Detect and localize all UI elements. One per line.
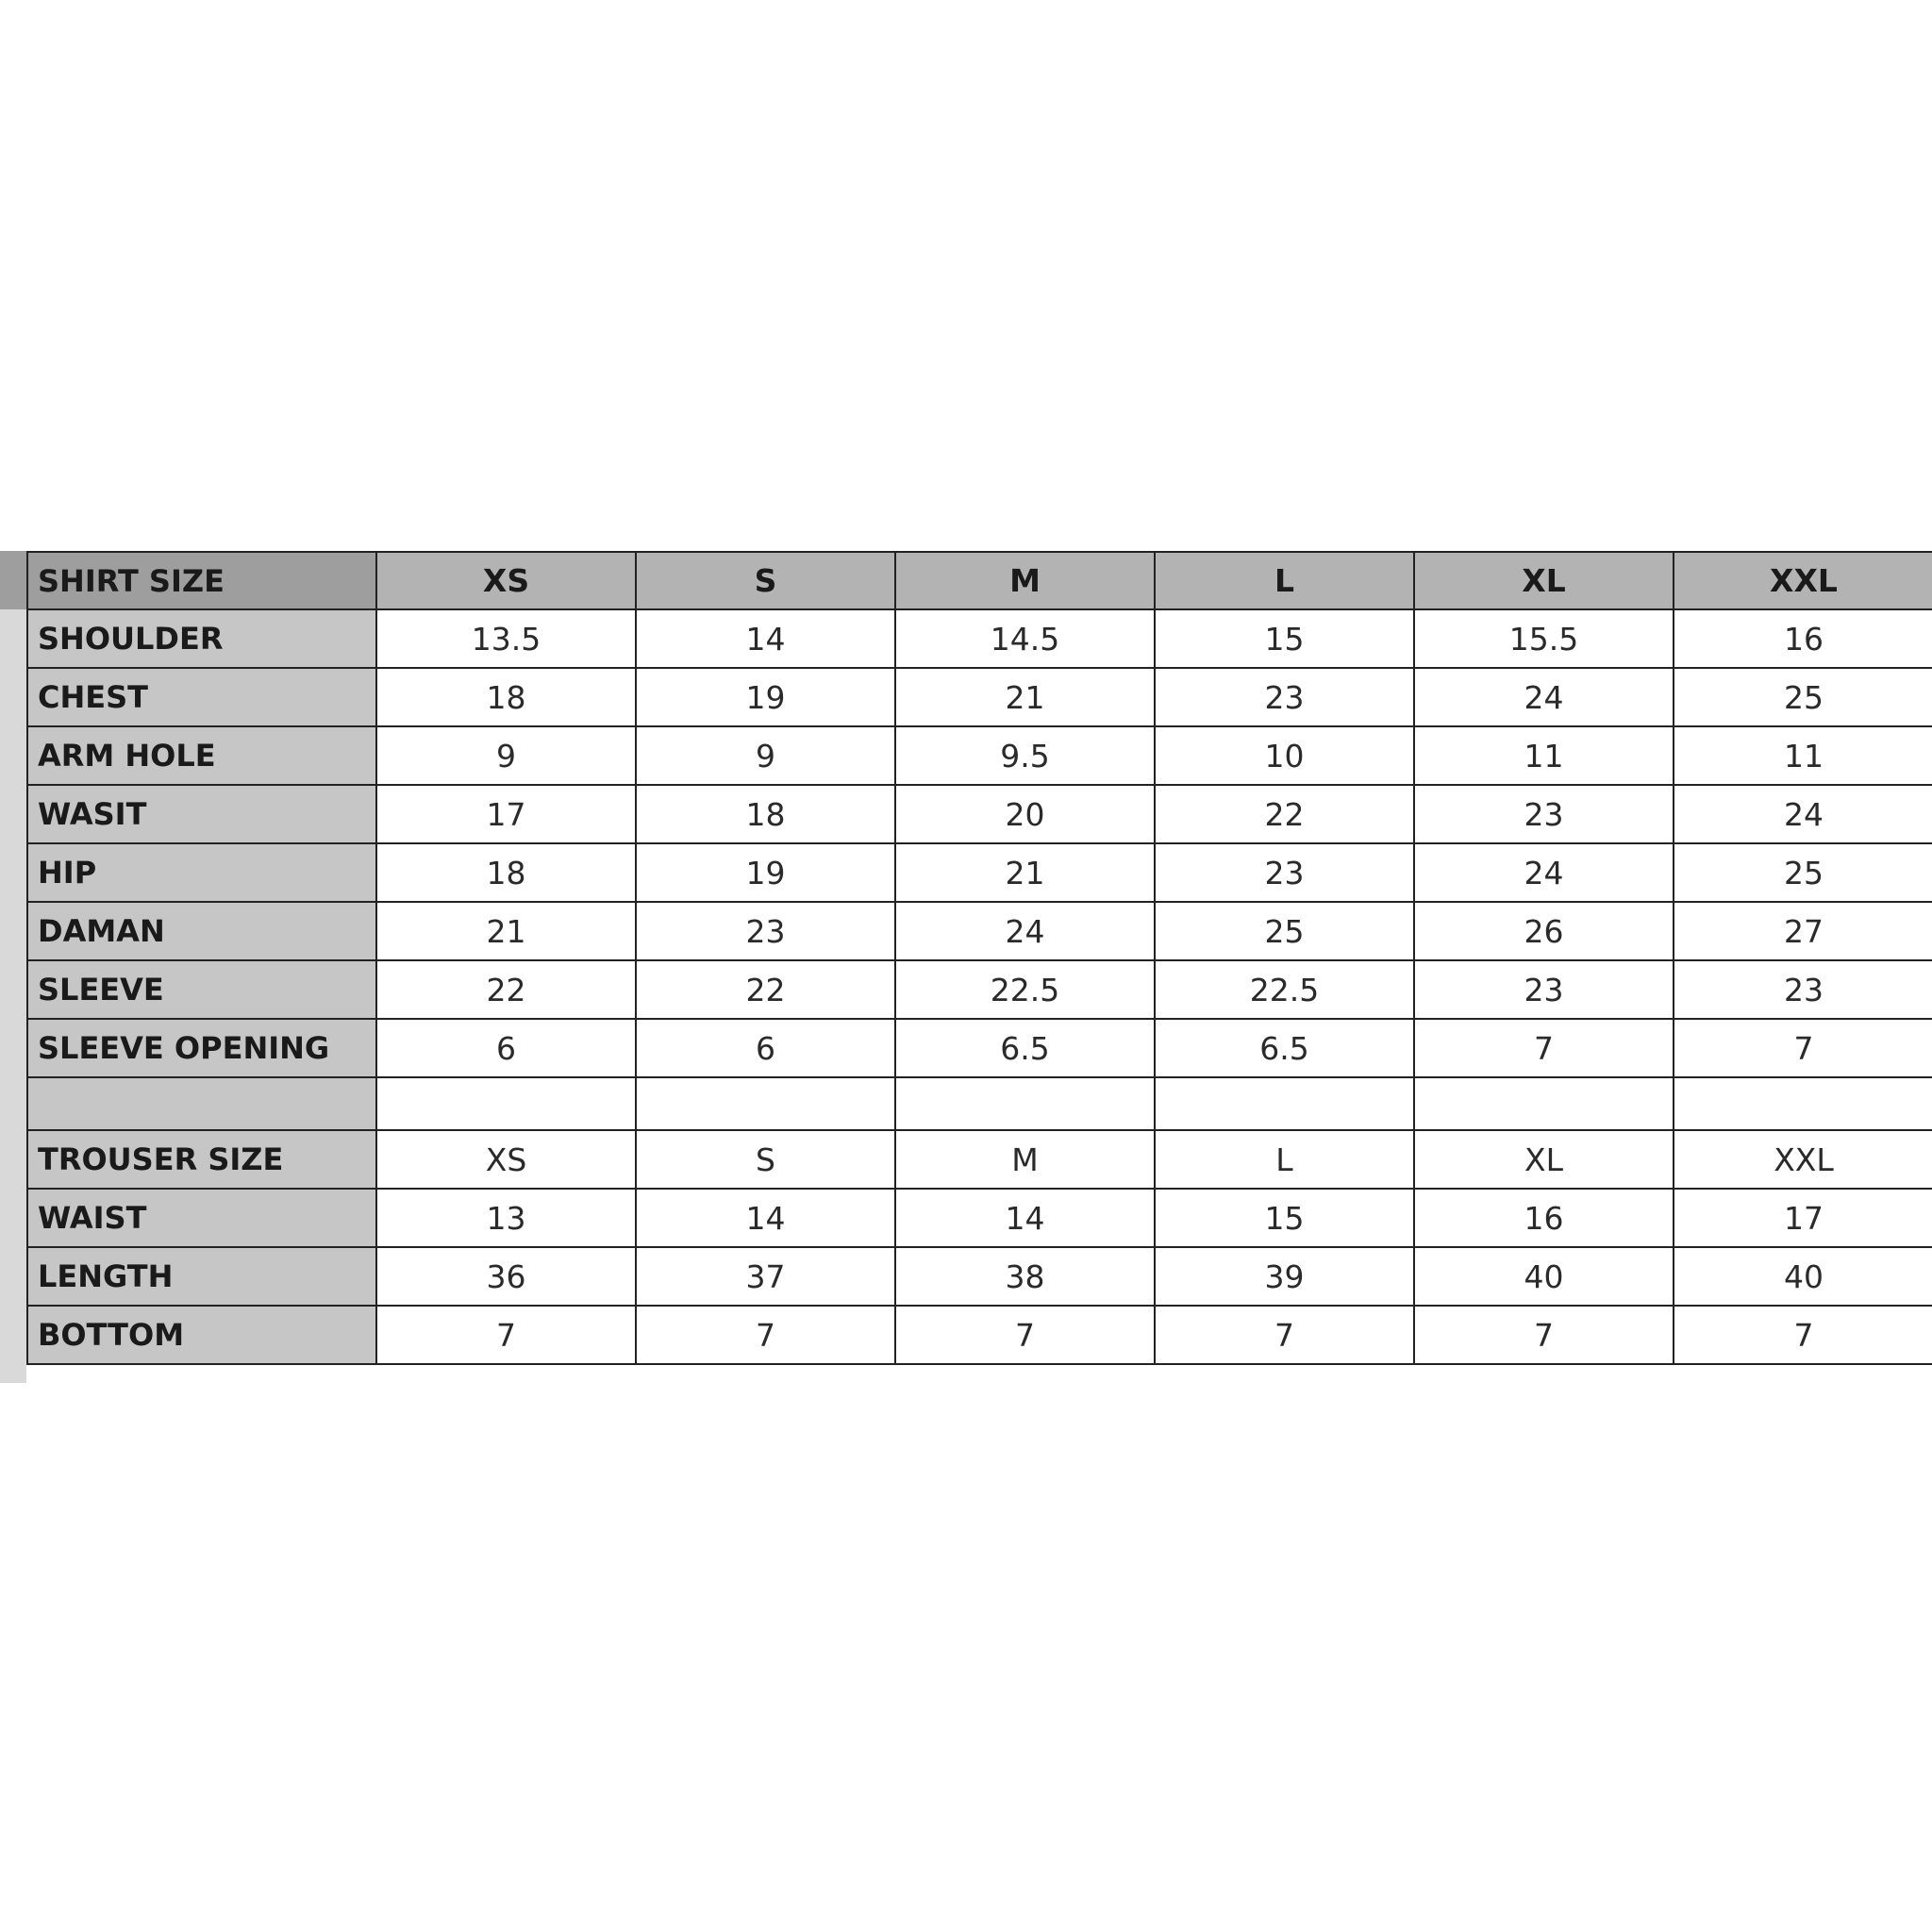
trouser-size-s[interactable]: S <box>636 1130 895 1189</box>
trouser-size-label[interactable]: TROUSER SIZE <box>27 1130 376 1189</box>
table-row-shoulder <box>27 609 1932 668</box>
cell[interactable]: 6 <box>636 1019 895 1077</box>
row-label-daman[interactable]: DAMAN <box>27 902 376 960</box>
cell[interactable]: 16 <box>1414 1189 1674 1247</box>
cell[interactable]: 21 <box>895 668 1155 726</box>
cell[interactable]: 25 <box>1155 902 1414 960</box>
table-row-length <box>27 1247 1932 1306</box>
cell[interactable]: 6.5 <box>895 1019 1155 1077</box>
cell[interactable]: 6.5 <box>1155 1019 1414 1077</box>
cell[interactable]: 22.5 <box>895 960 1155 1019</box>
cell[interactable]: 24 <box>895 902 1155 960</box>
cell[interactable]: 23 <box>636 902 895 960</box>
table-row-bottom <box>27 1306 1932 1364</box>
cell[interactable]: 14.5 <box>895 609 1155 668</box>
cell[interactable]: 18 <box>636 785 895 843</box>
table-row-sleeve-opening <box>27 1019 1932 1077</box>
cell[interactable]: 13.5 <box>376 609 636 668</box>
shirt-size-xs[interactable]: XS <box>376 552 636 609</box>
table-row-chest <box>27 668 1932 726</box>
cell[interactable]: 13 <box>376 1189 636 1247</box>
cell[interactable]: 22 <box>376 960 636 1019</box>
cell[interactable]: 19 <box>636 843 895 902</box>
shirt-size-xxl[interactable]: XXL <box>1674 552 1932 609</box>
row-label-length[interactable]: LENGTH <box>27 1247 376 1306</box>
size-chart-table <box>26 551 1932 1365</box>
cell[interactable]: 21 <box>376 902 636 960</box>
cell[interactable]: 21 <box>895 843 1155 902</box>
cell[interactable]: 25 <box>1674 843 1932 902</box>
cell[interactable]: 22 <box>1155 785 1414 843</box>
cell[interactable]: 9 <box>636 726 895 785</box>
trouser-size-l[interactable]: L <box>1155 1130 1414 1189</box>
cell[interactable]: 40 <box>1674 1247 1932 1306</box>
cell[interactable]: 40 <box>1414 1247 1674 1306</box>
blank-cell[interactable] <box>1674 1077 1932 1130</box>
cell[interactable]: 15 <box>1155 609 1414 668</box>
row-label-bottom[interactable]: BOTTOM <box>27 1306 376 1364</box>
cell[interactable]: 14 <box>895 1189 1155 1247</box>
cell[interactable]: 18 <box>376 843 636 902</box>
cell[interactable]: 23 <box>1155 843 1414 902</box>
row-label-arm-hole[interactable]: ARM HOLE <box>27 726 376 785</box>
cell[interactable]: 6 <box>376 1019 636 1077</box>
table-row-waist <box>27 1189 1932 1247</box>
trouser-size-xs[interactable]: XS <box>376 1130 636 1189</box>
cell[interactable]: 7 <box>1414 1019 1674 1077</box>
cell[interactable]: 7 <box>1155 1306 1414 1364</box>
cell[interactable]: 16 <box>1674 609 1932 668</box>
cell[interactable]: 39 <box>1155 1247 1414 1306</box>
cell[interactable]: 14 <box>636 1189 895 1247</box>
blank-label-cell[interactable] <box>27 1077 376 1130</box>
trouser-size-m[interactable]: M <box>895 1130 1155 1189</box>
row-label-sleeve-opening[interactable]: SLEEVE OPENING <box>27 1019 376 1077</box>
cell[interactable]: 7 <box>1674 1019 1932 1077</box>
shirt-size-label[interactable]: SHIRT SIZE <box>27 552 376 609</box>
trouser-size-xl[interactable]: XL <box>1414 1130 1674 1189</box>
cell[interactable]: 22 <box>636 960 895 1019</box>
cell[interactable]: 11 <box>1414 726 1674 785</box>
cell[interactable]: 7 <box>895 1306 1155 1364</box>
table-row-hip <box>27 843 1932 902</box>
cell[interactable]: 18 <box>376 668 636 726</box>
cell[interactable]: 37 <box>636 1247 895 1306</box>
cell[interactable]: 27 <box>1674 902 1932 960</box>
cell[interactable]: 7 <box>1674 1306 1932 1364</box>
size-chart-sheet <box>0 551 1932 1383</box>
trouser-size-xxl[interactable]: XXL <box>1674 1130 1932 1189</box>
table-row-arm-hole <box>27 726 1932 785</box>
cell[interactable]: 36 <box>376 1247 636 1306</box>
blank-cell[interactable] <box>1155 1077 1414 1130</box>
shirt-size-m[interactable]: M <box>895 552 1155 609</box>
cell[interactable]: 38 <box>895 1247 1155 1306</box>
cell[interactable]: 26 <box>1414 902 1674 960</box>
row-label-waist[interactable]: WAIST <box>27 1189 376 1247</box>
blank-cell[interactable] <box>895 1077 1155 1130</box>
cell[interactable]: 23 <box>1674 960 1932 1019</box>
row-header-corner <box>0 551 26 609</box>
cell[interactable]: 24 <box>1414 843 1674 902</box>
table-row-blank <box>27 1077 1932 1130</box>
shirt-size-s[interactable]: S <box>636 552 895 609</box>
table-row-sleeve <box>27 960 1932 1019</box>
row-header-strip <box>0 551 26 1383</box>
row-label-chest[interactable]: CHEST <box>27 668 376 726</box>
cell[interactable]: 22.5 <box>1155 960 1414 1019</box>
cell[interactable]: 23 <box>1414 785 1674 843</box>
cell[interactable]: 15.5 <box>1414 609 1674 668</box>
table-row-wasit <box>27 785 1932 843</box>
cell[interactable]: 14 <box>636 609 895 668</box>
row-label-shoulder[interactable]: SHOULDER <box>27 609 376 668</box>
cell[interactable]: 11 <box>1674 726 1932 785</box>
shirt-size-header-row <box>27 552 1932 609</box>
blank-cell[interactable] <box>636 1077 895 1130</box>
blank-cell[interactable] <box>376 1077 636 1130</box>
shirt-size-xl[interactable]: XL <box>1414 552 1674 609</box>
cell[interactable]: 23 <box>1414 960 1674 1019</box>
cell[interactable]: 19 <box>636 668 895 726</box>
cell[interactable]: 7 <box>376 1306 636 1364</box>
cell[interactable]: 17 <box>1674 1189 1932 1247</box>
cell[interactable]: 24 <box>1674 785 1932 843</box>
cell[interactable]: 24 <box>1414 668 1674 726</box>
cell[interactable]: 23 <box>1155 668 1414 726</box>
cell[interactable]: 9 <box>376 726 636 785</box>
cell[interactable]: 7 <box>1414 1306 1674 1364</box>
cell[interactable]: 20 <box>895 785 1155 843</box>
blank-cell[interactable] <box>1414 1077 1674 1130</box>
row-label-wasit[interactable]: WASIT <box>27 785 376 843</box>
cell[interactable]: 15 <box>1155 1189 1414 1247</box>
row-label-sleeve[interactable]: SLEEVE <box>27 960 376 1019</box>
table-row-daman <box>27 902 1932 960</box>
cell[interactable]: 17 <box>376 785 636 843</box>
shirt-size-l[interactable]: L <box>1155 552 1414 609</box>
trouser-size-header-row <box>27 1130 1932 1189</box>
cell[interactable]: 25 <box>1674 668 1932 726</box>
cell[interactable]: 7 <box>636 1306 895 1364</box>
cell[interactable]: 10 <box>1155 726 1414 785</box>
cell[interactable]: 9.5 <box>895 726 1155 785</box>
row-label-hip[interactable]: HIP <box>27 843 376 902</box>
